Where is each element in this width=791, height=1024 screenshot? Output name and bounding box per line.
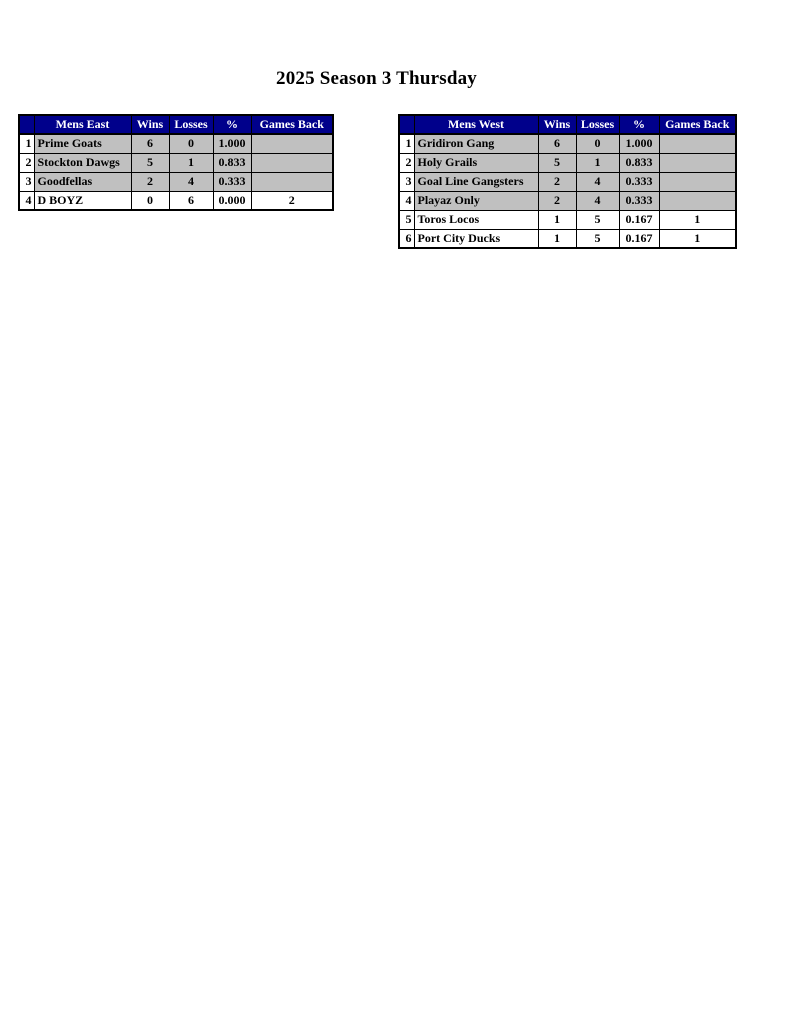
pct-header: % bbox=[619, 115, 659, 134]
table-row bbox=[399, 134, 736, 153]
wins-cell: 2 bbox=[538, 172, 576, 191]
team-cell: Holy Grails bbox=[414, 153, 538, 172]
team-cell: Port City Ducks bbox=[414, 229, 538, 248]
rank-header-cell bbox=[399, 115, 414, 134]
losses-header: Losses bbox=[169, 115, 213, 134]
games-back-header: Games Back bbox=[251, 115, 333, 134]
games-back-cell: 1 bbox=[659, 210, 736, 229]
team-cell: Playaz Only bbox=[414, 191, 538, 210]
losses-cell: 4 bbox=[576, 172, 619, 191]
rank-cell: 2 bbox=[399, 153, 414, 172]
team-cell: Goal Line Gangsters bbox=[414, 172, 538, 191]
rank-header-cell bbox=[19, 115, 34, 134]
losses-cell: 4 bbox=[576, 191, 619, 210]
team-cell: Prime Goats bbox=[34, 134, 131, 153]
pct-cell: 1.000 bbox=[619, 134, 659, 153]
wins-cell: 2 bbox=[131, 172, 169, 191]
division-name-header: Mens West bbox=[414, 115, 538, 134]
games-back-header: Games Back bbox=[659, 115, 736, 134]
games-back-cell bbox=[659, 172, 736, 191]
rank-cell: 3 bbox=[19, 172, 34, 191]
pct-cell: 0.833 bbox=[213, 153, 251, 172]
table-row bbox=[399, 191, 736, 210]
rank-cell: 4 bbox=[19, 191, 34, 210]
rank-cell: 1 bbox=[19, 134, 34, 153]
games-back-cell bbox=[659, 191, 736, 210]
team-cell: Stockton Dawgs bbox=[34, 153, 131, 172]
losses-cell: 0 bbox=[576, 134, 619, 153]
wins-cell: 0 bbox=[131, 191, 169, 210]
table-row bbox=[399, 153, 736, 172]
losses-cell: 6 bbox=[169, 191, 213, 210]
table-row bbox=[399, 210, 736, 229]
team-cell: Goodfellas bbox=[34, 172, 131, 191]
pct-cell: 0.333 bbox=[213, 172, 251, 191]
pct-cell: 0.833 bbox=[619, 153, 659, 172]
rank-cell: 4 bbox=[399, 191, 414, 210]
wins-cell: 5 bbox=[131, 153, 169, 172]
games-back-cell: 2 bbox=[251, 191, 333, 210]
wins-cell: 6 bbox=[131, 134, 169, 153]
pct-cell: 0.000 bbox=[213, 191, 251, 210]
pct-header: % bbox=[213, 115, 251, 134]
table-row bbox=[19, 153, 333, 172]
mens-west-table bbox=[398, 114, 737, 249]
rank-cell: 2 bbox=[19, 153, 34, 172]
mens-east-header-row bbox=[19, 115, 333, 134]
losses-cell: 0 bbox=[169, 134, 213, 153]
pct-cell: 0.167 bbox=[619, 229, 659, 248]
losses-header: Losses bbox=[576, 115, 619, 134]
wins-cell: 5 bbox=[538, 153, 576, 172]
team-cell: Toros Locos bbox=[414, 210, 538, 229]
team-cell: D BOYZ bbox=[34, 191, 131, 210]
pct-cell: 0.167 bbox=[619, 210, 659, 229]
losses-cell: 5 bbox=[576, 210, 619, 229]
wins-cell: 2 bbox=[538, 191, 576, 210]
wins-header: Wins bbox=[538, 115, 576, 134]
table-row bbox=[399, 229, 736, 248]
games-back-cell bbox=[659, 153, 736, 172]
mens-east-table bbox=[18, 114, 334, 211]
table-row bbox=[19, 134, 333, 153]
rank-cell: 3 bbox=[399, 172, 414, 191]
games-back-cell bbox=[251, 153, 333, 172]
wins-header: Wins bbox=[131, 115, 169, 134]
games-back-cell: 1 bbox=[659, 229, 736, 248]
games-back-cell bbox=[251, 172, 333, 191]
rank-cell: 6 bbox=[399, 229, 414, 248]
table-row bbox=[19, 172, 333, 191]
wins-cell: 1 bbox=[538, 229, 576, 248]
wins-cell: 6 bbox=[538, 134, 576, 153]
page-title: 2025 Season 3 Thursday bbox=[276, 68, 477, 89]
games-back-cell bbox=[251, 134, 333, 153]
rank-cell: 5 bbox=[399, 210, 414, 229]
mens-west-header-row bbox=[399, 115, 736, 134]
wins-cell: 1 bbox=[538, 210, 576, 229]
table-row bbox=[19, 191, 333, 210]
table-row bbox=[399, 172, 736, 191]
division-name-header: Mens East bbox=[34, 115, 131, 134]
rank-cell: 1 bbox=[399, 134, 414, 153]
losses-cell: 1 bbox=[169, 153, 213, 172]
losses-cell: 4 bbox=[169, 172, 213, 191]
losses-cell: 5 bbox=[576, 229, 619, 248]
pct-cell: 1.000 bbox=[213, 134, 251, 153]
pct-cell: 0.333 bbox=[619, 191, 659, 210]
games-back-cell bbox=[659, 134, 736, 153]
pct-cell: 0.333 bbox=[619, 172, 659, 191]
team-cell: Gridiron Gang bbox=[414, 134, 538, 153]
losses-cell: 1 bbox=[576, 153, 619, 172]
